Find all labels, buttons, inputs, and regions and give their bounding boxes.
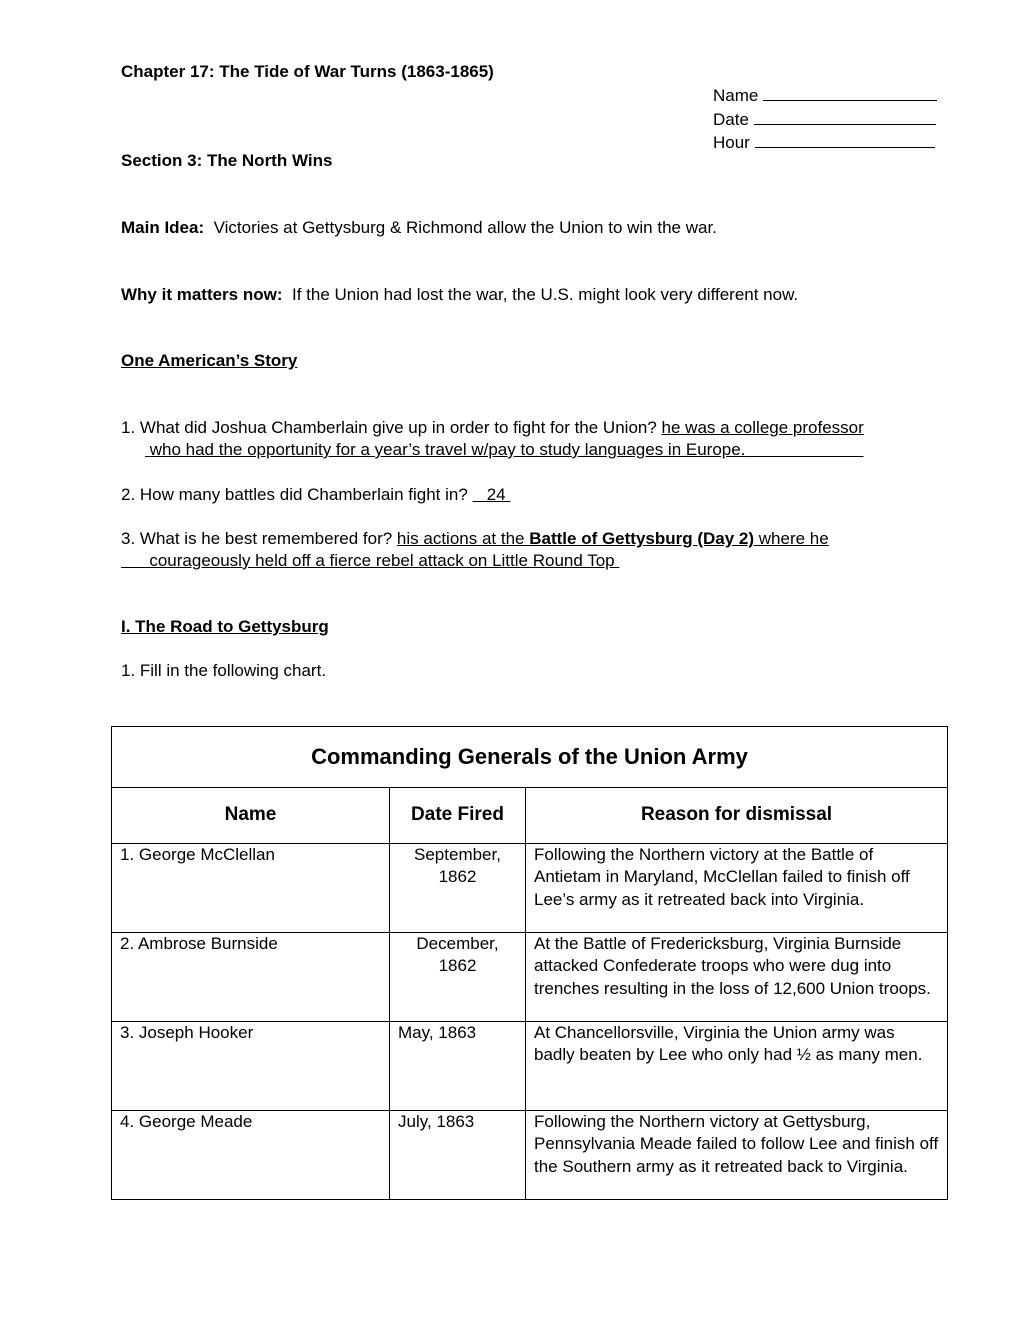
question-1-answer-cont: who had the opportunity for a year’s travel w/pay to study languages in Europe.: [149, 440, 746, 459]
chapter-title: Chapter 17: The Tide of War Turns (1863-1865): [121, 62, 494, 81]
question-3-answer-cont: courageously held off a fierce rebel attack on Little Round Top: [149, 551, 615, 570]
name-line: [713, 84, 937, 108]
header-reason: Reason for dismissal: [526, 788, 948, 844]
main-idea: [121, 218, 717, 238]
date-fired: December, 1862: [390, 933, 526, 1022]
table-title: Commanding Generals of the Union Army: [112, 727, 948, 788]
general-name: 4. George Meade: [112, 1111, 390, 1200]
main-idea-text: Victories at Gettysburg & Richmond allow the Union to win the war.: [213, 218, 717, 237]
hour-label: Hour: [713, 133, 750, 152]
dismissal-reason: Following the Northern victory at Gettysburg, Pennsylvania Meade failed to follow Lee and finish off the Southern army as it retreated back to Virginia.: [526, 1111, 948, 1200]
dismissal-reason: Following the Northern victory at the Battle of Antietam in Maryland, McClellan failed to finish off Lee’s army as it retreated back into Virginia.: [526, 844, 948, 933]
name-label: Name: [713, 86, 759, 105]
question-3-prompt: 3. What is he best remembered for?: [121, 529, 393, 548]
table-row: [112, 1111, 948, 1200]
question-2: [121, 484, 941, 506]
name-field[interactable]: [763, 84, 937, 101]
question-1: [121, 417, 941, 461]
student-info-block: [713, 84, 937, 155]
question-1-answer: he was a college professor: [661, 418, 864, 437]
chart-instruction: 1. Fill in the following chart.: [121, 661, 327, 680]
date-fired: May, 1863: [390, 1022, 526, 1111]
table-row: [112, 933, 948, 1022]
date-fired: July, 1863: [390, 1111, 526, 1200]
question-1-prompt: 1. What did Joshua Chamberlain give up in order to fight for the Union?: [121, 418, 657, 437]
hour-field[interactable]: [755, 131, 935, 148]
question-2-prompt: 2. How many battles did Chamberlain fight in?: [121, 485, 468, 504]
question-3-answer-pre: his actions at the: [396, 529, 525, 548]
date-line: [713, 108, 937, 132]
header-name: Name: [112, 788, 390, 844]
general-name: 1. George McClellan: [112, 844, 390, 933]
hour-line: [713, 131, 937, 155]
table-row: [112, 844, 948, 933]
header-date-fired: Date Fired: [390, 788, 526, 844]
date-field[interactable]: [754, 108, 936, 125]
main-idea-label: Main Idea:: [121, 218, 205, 237]
question-3-answer-bold: Battle of Gettysburg (Day 2): [529, 529, 755, 548]
dismissal-reason: At the Battle of Fredericksburg, Virginia Burnside attacked Confederate troops who were dug into trenches resulting in the loss of 12,600 Union troops.: [526, 933, 948, 1022]
question-3-answer-post: where he: [758, 529, 829, 548]
general-name: 2. Ambrose Burnside: [112, 933, 390, 1022]
why-matters-label: Why it matters now:: [121, 285, 283, 304]
question-3: [121, 528, 941, 572]
story-heading: One American’s Story: [121, 351, 298, 370]
general-name: 3. Joseph Hooker: [112, 1022, 390, 1111]
date-label: Date: [713, 109, 749, 129]
why-matters-text: If the Union had lost the war, the U.S. might look very different now.: [291, 285, 799, 304]
section-title: Section 3: The North Wins: [121, 151, 333, 170]
date-fired: September, 1862: [390, 844, 526, 933]
road-heading: I. The Road to Gettysburg: [121, 617, 329, 636]
table-row: [112, 1022, 948, 1111]
generals-table: [111, 726, 948, 1200]
dismissal-reason: At Chancellorsville, Virginia the Union army was badly beaten by Lee who only had ½ as many men.: [526, 1022, 948, 1111]
why-it-matters: [121, 285, 798, 305]
question-2-answer: 24: [486, 485, 506, 504]
